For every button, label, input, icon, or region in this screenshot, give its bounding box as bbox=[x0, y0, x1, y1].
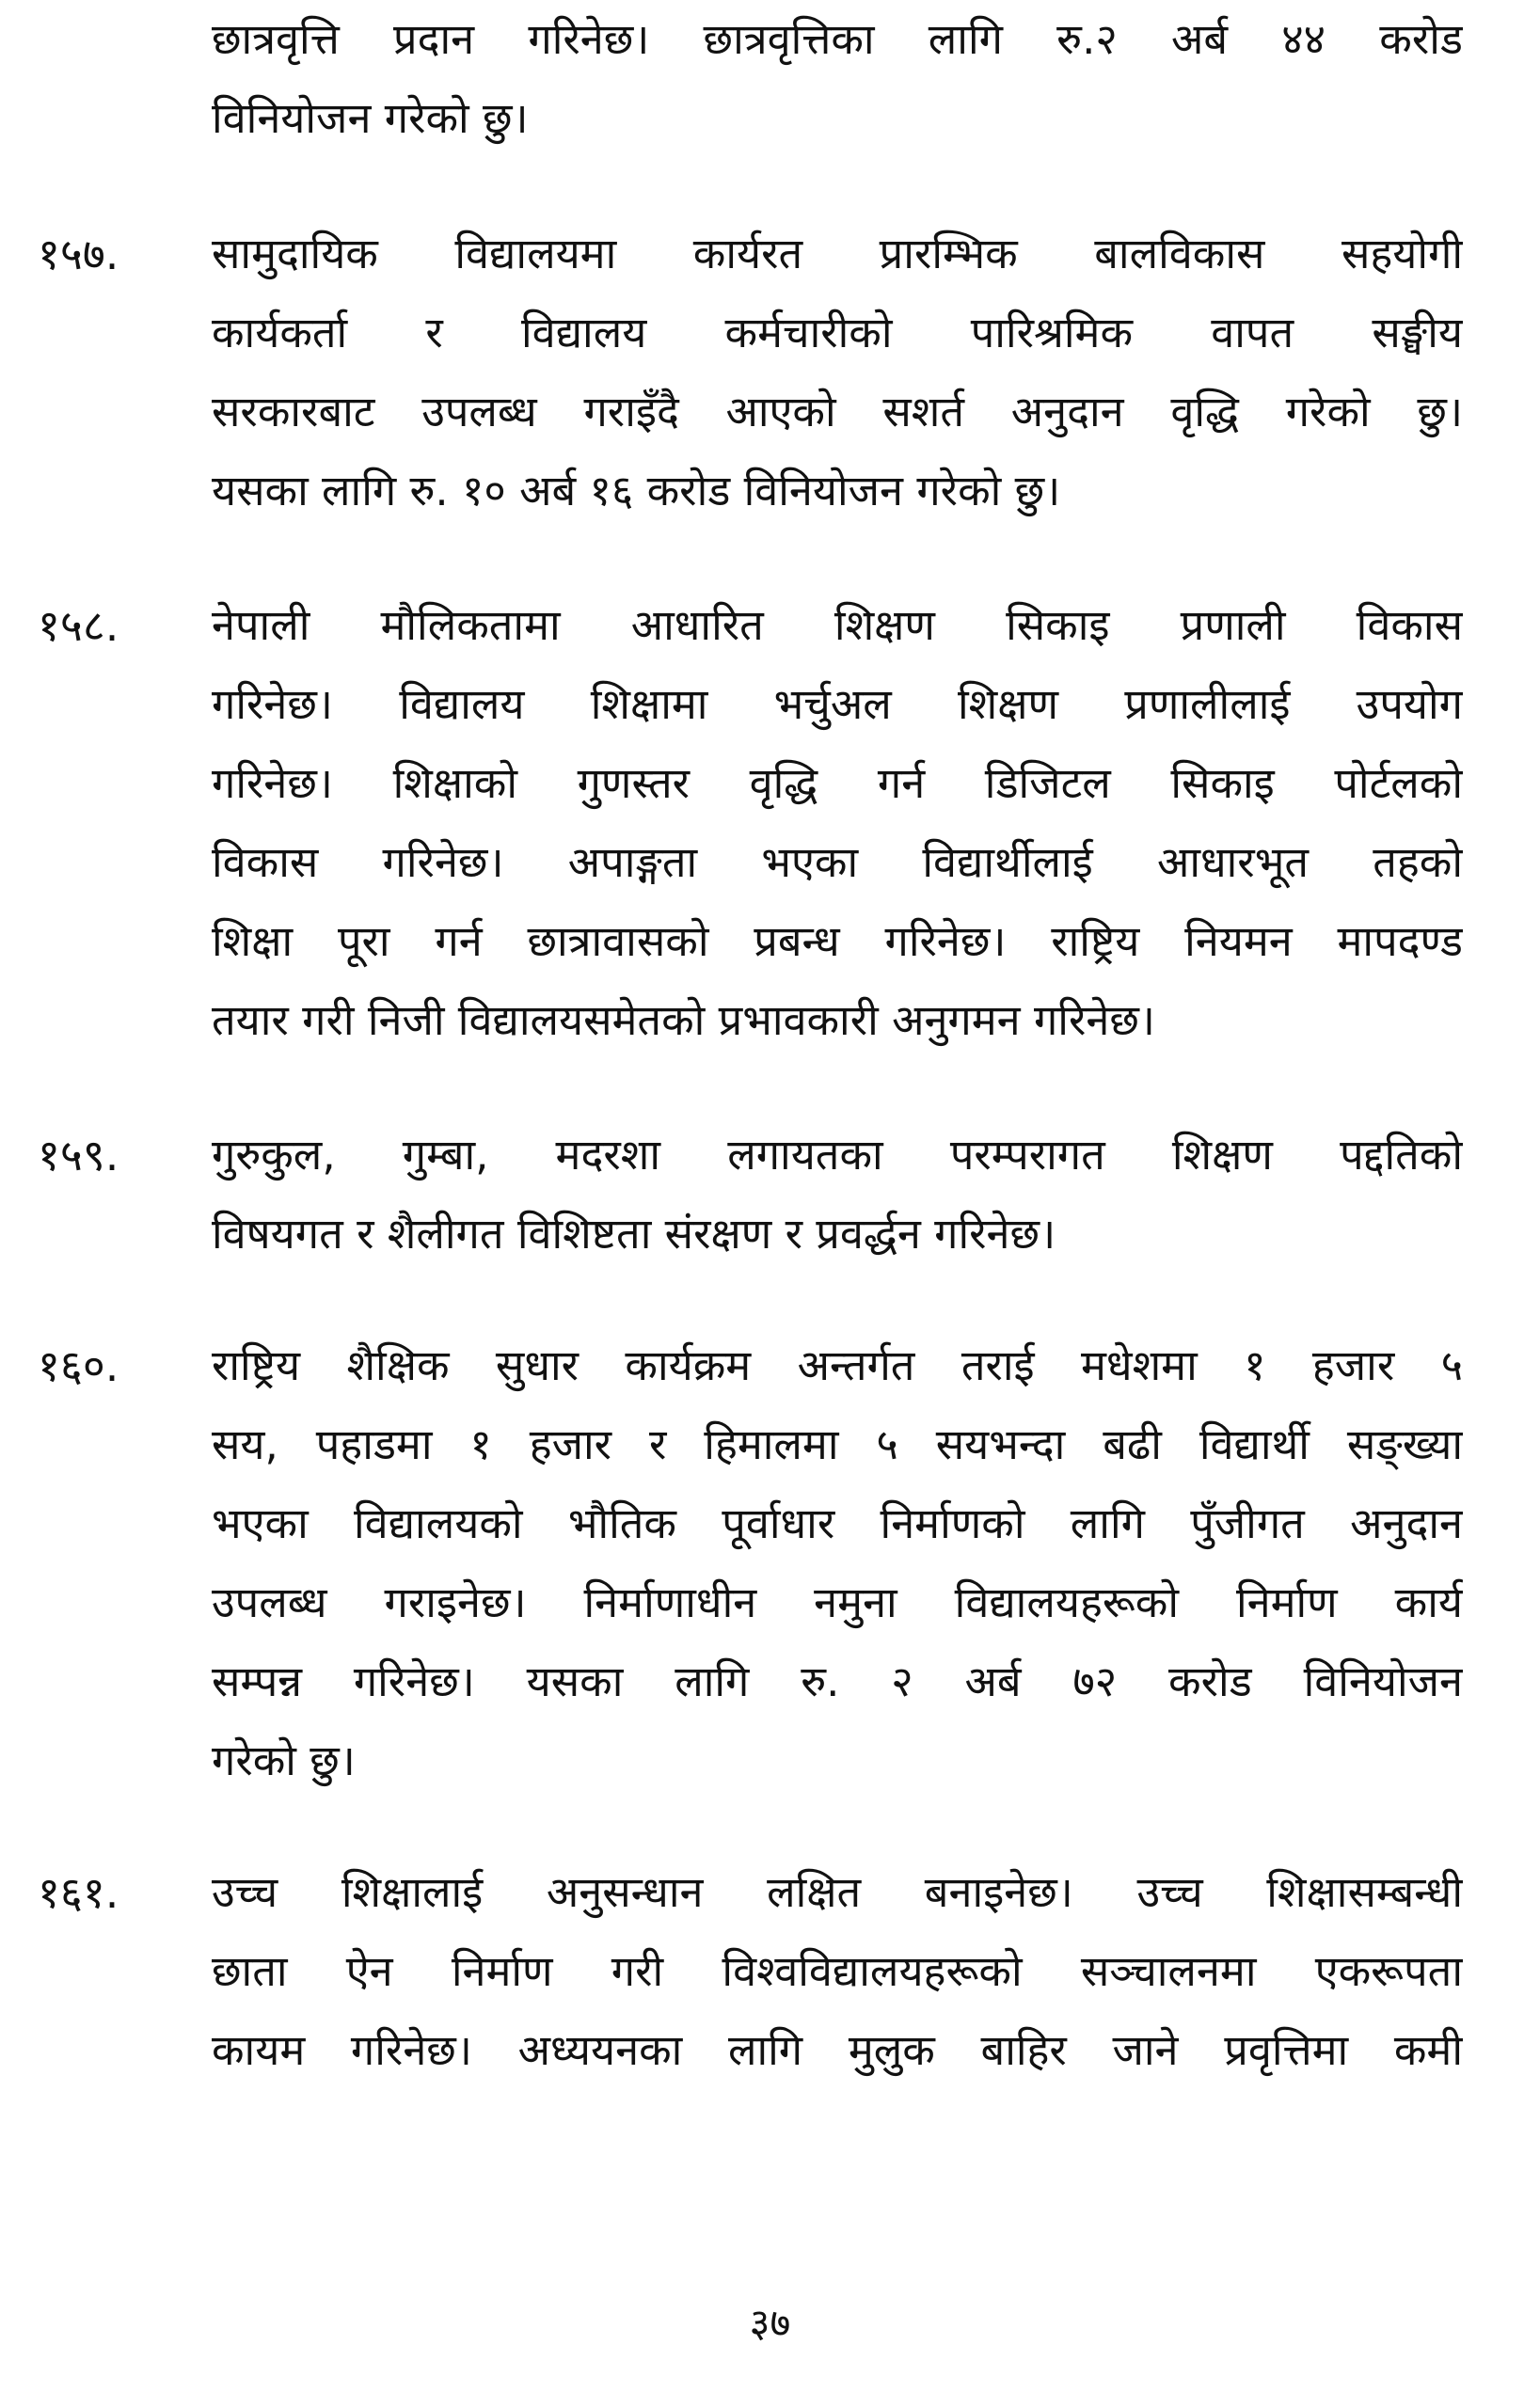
paragraph-number: १५७. bbox=[38, 229, 119, 279]
text-line: शिक्षा पूरा गर्न छात्रावासको प्रबन्ध गरिनेछ। राष्ट्रिय नियमन मापदण्ड bbox=[212, 916, 1463, 966]
paragraph-text bbox=[212, 1326, 1463, 1800]
text-line: गरिनेछ। शिक्षाको गुणस्तर वृद्धि गर्न डिजिटल सिकाइ पोर्टलको bbox=[212, 758, 1463, 808]
text-line: राष्ट्रिय शैक्षिक सुधार कार्यक्रम अन्तर्गत तराई मधेशमा १ हजार ५ bbox=[212, 1340, 1463, 1390]
text-line: यसका लागि रु. १० अर्ब १६ करोड विनियोजन गरेको छु। bbox=[212, 466, 1061, 515]
text-line: नेपाली मौलिकतामा आधारित शिक्षण सिकाइ प्रणाली विकास bbox=[212, 600, 1463, 650]
paragraph-text bbox=[212, 0, 1463, 158]
text-line: उपलब्ध गराइनेछ। निर्माणाधीन नमुना विद्यालयहरूको निर्माण कार्य bbox=[212, 1577, 1463, 1627]
paragraph-text bbox=[212, 586, 1463, 1060]
text-line: सय, पहाडमा १ हजार र हिमालमा ५ सयभन्दा बढी विद्यार्थी सङ्ख्या bbox=[212, 1419, 1463, 1469]
text-line: छात्रवृत्ति प्रदान गरिनेछ। छात्रवृत्तिका लागि रु.२ अर्ब ४४ करोड bbox=[212, 14, 1463, 64]
text-line: छाता ऐन निर्माण गरी विश्वविद्यालयहरूको सञ्चालनमा एकरूपता bbox=[212, 1946, 1463, 1996]
text-line: सरकारबाट उपलब्ध गराइँदै आएको सशर्त अनुदान वृद्धि गरेको छु। bbox=[212, 387, 1463, 436]
text-line: सामुदायिक विद्यालयमा कार्यरत प्रारम्भिक बालविकास सहयोगी bbox=[212, 229, 1463, 278]
paragraph-number: १६१. bbox=[38, 1867, 119, 1918]
page-number: ३७ bbox=[749, 2300, 791, 2346]
text-line: कायम गरिनेछ। अध्ययनका लागि मुलुक बाहिर जाने प्रवृत्तिमा कमी bbox=[212, 2025, 1463, 2075]
paragraph-text bbox=[212, 1853, 1463, 2090]
text-line: भएका विद्यालयको भौतिक पूर्वाधार निर्माणको लागि पुँजीगत अनुदान bbox=[212, 1498, 1463, 1548]
text-line: गरेको छु। bbox=[212, 1735, 356, 1785]
paragraph-text bbox=[212, 214, 1463, 531]
text-line: विकास गरिनेछ। अपाङ्गता भएका विद्यार्थीलाई आधारभूत तहको bbox=[212, 837, 1463, 887]
paragraph-number: १६०. bbox=[38, 1340, 119, 1391]
paragraph-number: १५८. bbox=[38, 600, 119, 651]
text-line: गरिनेछ। विद्यालय शिक्षामा भर्चुअल शिक्षण प्रणालीलाई उपयोग bbox=[212, 679, 1463, 729]
paragraph-number: १५९. bbox=[38, 1130, 119, 1180]
text-line: विनियोजन गरेको छु। bbox=[212, 93, 529, 143]
text-line: सम्पन्न गरिनेछ। यसका लागि रु. २ अर्ब ७२ करोड विनियोजन bbox=[212, 1656, 1463, 1706]
text-line: कार्यकर्ता र विद्यालय कर्मचारीको पारिश्रमिक वापत सङ्घीय bbox=[212, 308, 1463, 357]
text-line: तयार गरी निजी विद्यालयसमेतको प्रभावकारी अनुगमन गरिनेछ। bbox=[212, 995, 1155, 1045]
text-line: गुरुकुल, गुम्बा, मदरशा लगायतका परम्परागत शिक्षण पद्दतिको bbox=[212, 1130, 1463, 1180]
text-line: उच्च शिक्षालाई अनुसन्धान लक्षित बनाइनेछ। उच्च शिक्षासम्बन्धी bbox=[212, 1867, 1463, 1917]
paragraph-text bbox=[212, 1116, 1463, 1274]
text-line: विषयगत र शैलीगत विशिष्टता संरक्षण र प्रवर्द्धन गरिनेछ। bbox=[212, 1209, 1056, 1259]
